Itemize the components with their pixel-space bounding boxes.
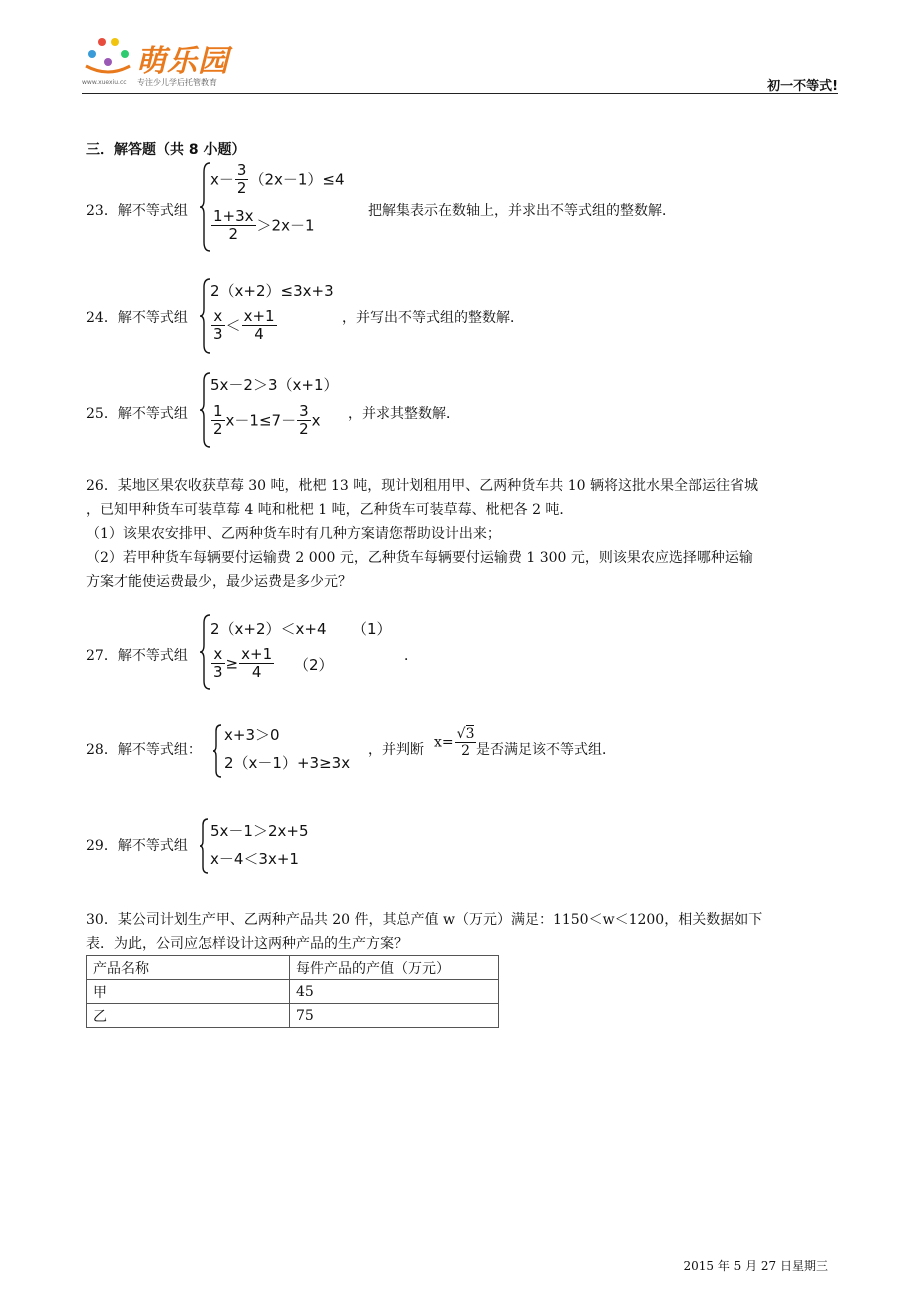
table-row (87, 1004, 499, 1028)
problem-instruction: ，并判断 (368, 742, 424, 758)
system-line-2: $\frac{x}{3}$ ＜ $\frac{x+1}{4}$ (213, 307, 275, 344)
table-header-cell: 每件产品的产值（万元） (290, 956, 499, 980)
problem-label: 29．解不等式组 (86, 838, 188, 854)
system-line-1: 5x－2＞3（x+1） (210, 376, 339, 394)
table-header-cell: 产品名称 (87, 956, 290, 980)
brace-icon (199, 818, 209, 874)
problem-26 (86, 474, 758, 594)
fraction: $\frac{x}{3}$ (213, 307, 223, 344)
fraction: $\frac{3}{2}$ (299, 402, 309, 439)
fraction: $\frac{1+3x}{2}$ (213, 207, 254, 244)
page-header (82, 30, 838, 94)
system-line-2: $\frac{1+3x}{2}$ ＞2x－1 (213, 207, 315, 244)
problem-label: 28．解不等式组： (86, 742, 202, 758)
problem-instruction: ，并求其整数解． (348, 406, 460, 422)
system-line-2: x－4＜3x+1 (210, 850, 299, 868)
problem-26-line-3: （1）该果农安排甲、乙两种货车时有几种方案请您帮助设计出来； (86, 526, 501, 542)
problem-instruction: 把解集表示在数轴上，并求出不等式组的整数解． (368, 203, 676, 219)
table-cell: 乙 (87, 1004, 290, 1028)
table-cell: 甲 (87, 980, 290, 1004)
fraction: $\frac{x}{3}$ (213, 645, 223, 682)
problem-label: 27．解不等式组 (86, 648, 188, 664)
product-table (86, 955, 499, 1028)
problem-26-line-4: （2）若甲种货车每辆要付运输费 2 000 元，乙种货车每辆要付运输费 1 300 元，则该果农应选择哪种运输 (86, 550, 753, 566)
value-x: x= $\frac{√3}{2}$ (434, 726, 475, 760)
problem-30-line-1: 30．某公司计划生产甲、乙两种产品共 20 件，其总产值 w（万元）满足：1150＜w＜1200，相关数据如下 (86, 912, 763, 928)
system-line-1: 2（x+2）≤3x+3 (210, 282, 334, 300)
section-title: 三．解答题（共 8 小题） (86, 142, 246, 158)
problem-25 (86, 370, 786, 450)
problem-23 (86, 160, 786, 255)
problem-26-line-2: ，已知甲种货车可装草莓 4 吨和枇杷 1 吨，乙种货车可装草莓、枇杷各 2 吨． (86, 502, 574, 518)
table-cell: 75 (290, 1004, 499, 1028)
logo-title: 萌乐园 (136, 44, 229, 79)
fraction: $\frac{√3}{2}$ (456, 726, 475, 760)
logo-url: www.xuexiu.cc (82, 79, 127, 86)
problem-question: 是否满足该不等式组． (476, 742, 616, 758)
problem-26-line-5: 方案才能使运费最少，最少运费是多少元？ (86, 574, 352, 590)
problem-label: 23．解不等式组 (86, 203, 188, 219)
problem-label: 24．解不等式组 (86, 310, 188, 326)
problem-label: 25．解不等式组 (86, 406, 188, 422)
system-line-1: 5x－1＞2x+5 (210, 822, 309, 840)
problem-27 (86, 612, 786, 692)
problem-30-line-2: 表．为此，公司应怎样设计这两种产品的生产方案？ (86, 936, 408, 952)
equation-tag-1: （1） (352, 620, 392, 638)
system-line-2: 2（x－1）+3≥3x (224, 754, 351, 772)
system-line-1: 2（x+2）＜x+4 (210, 620, 327, 638)
fraction: $\frac{1}{2}$ (213, 402, 223, 439)
footer-date: 2015 年 5 月 27 日星期三 (683, 1259, 828, 1273)
problem-instruction: ，并写出不等式组的整数解． (342, 310, 524, 326)
fraction: $\frac{x+1}{4}$ (243, 307, 275, 344)
fraction: $\frac{x+1}{4}$ (241, 645, 273, 682)
system-line-1: x+3＞0 (224, 726, 280, 744)
table-header-row (87, 956, 499, 980)
problem-29 (86, 816, 786, 876)
logo (82, 30, 282, 90)
brace-icon (212, 724, 222, 778)
header-divider (82, 93, 838, 94)
logo-slogan: 专注少儿学后托管教育 (137, 78, 217, 87)
equation-tag-2: （2） (294, 656, 334, 674)
logo-people-icon (82, 32, 134, 78)
header-topic: 初一不等式! (767, 79, 838, 94)
problem-24 (86, 276, 786, 356)
system-line-1: x－ $\frac{3}{2}$ （2x－1）≤4 (210, 161, 345, 198)
system-line-2: $\frac{x}{3}$ ≥ $\frac{x+1}{4}$ (213, 645, 273, 682)
problem-30 (86, 908, 762, 956)
problem-26-line-1: 26．某地区果农收获草莓 30 吨，枇杷 13 吨，现计划租用甲、乙两种货车共 10 辆将这批水果全部运往省城 (86, 478, 758, 494)
table-cell: 45 (290, 980, 499, 1004)
table-row (87, 980, 499, 1004)
sqrt-icon: √ (456, 726, 466, 742)
problem-punctuation: ． (404, 648, 418, 664)
fraction: $\frac{3}{2}$ (236, 161, 247, 198)
system-line-2: $\frac{1}{2}$ x－1≤7－ $\frac{3}{2}$ x (213, 402, 321, 439)
problem-28 (86, 722, 786, 782)
